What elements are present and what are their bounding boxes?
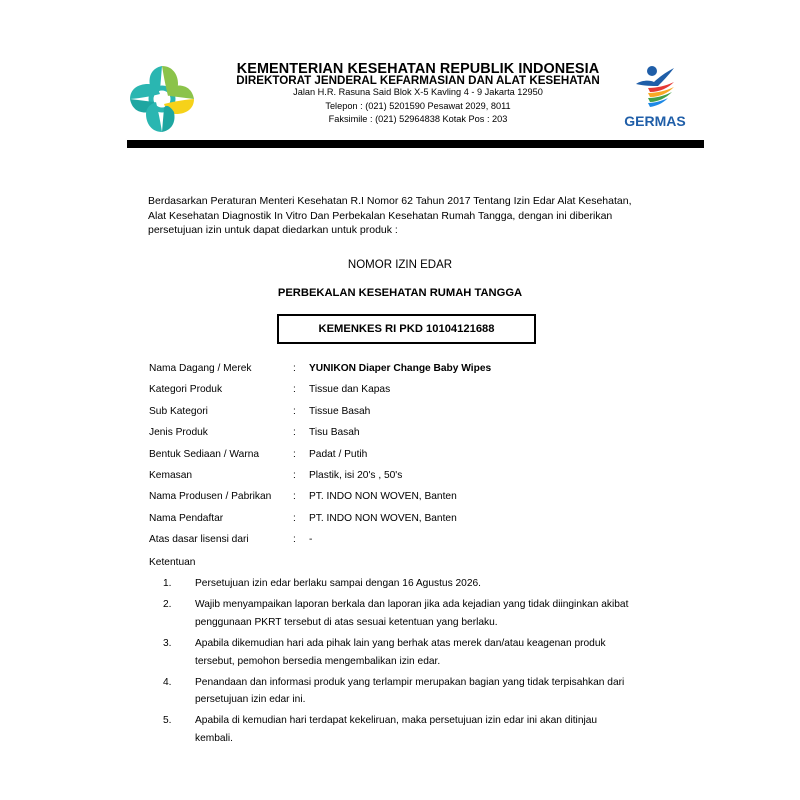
product-spec-table xyxy=(149,363,669,556)
provision-text: penggunaan PKRT tersebut di atas sesuai ketentuan yang berlaku. xyxy=(195,616,498,628)
germas-head xyxy=(647,66,657,76)
provision-number: 4. xyxy=(163,676,172,688)
spec-label: Kategori Produk xyxy=(149,384,223,396)
provisions-list xyxy=(163,575,660,751)
provisions-title: Ketentuan xyxy=(149,557,196,568)
spec-row xyxy=(149,406,669,427)
spec-row xyxy=(149,384,669,405)
ministry-name: KEMENTERIAN KESEHATAN REPUBLIK INDONESIA xyxy=(236,61,600,77)
spec-row xyxy=(149,470,669,491)
provision-item xyxy=(163,712,660,748)
directorate-name: DIREKTORAT JENDERAL KEFARMASIAN DAN ALAT KESEHATAN xyxy=(236,74,600,87)
spec-colon: : xyxy=(293,405,296,417)
spec-colon: : xyxy=(293,491,296,503)
provision-text: Persetujuan izin edar berlaku sampai dengan 16 Agustus 2026. xyxy=(195,578,482,589)
provision-item xyxy=(163,635,660,671)
spec-value: Plastik, isi 20's , 50's xyxy=(309,469,403,481)
provision-item xyxy=(163,596,660,632)
spec-colon: : xyxy=(293,512,296,524)
spec-colon: : xyxy=(293,384,296,396)
provision-number: 1. xyxy=(163,578,172,589)
spec-value: Tissue dan Kapas xyxy=(309,384,391,396)
phone-line: Telepon : (021) 5201590 Pesawat 2029, 8011 xyxy=(325,101,511,111)
address-line: Jalan H.R. Rasuna Said Blok X-5 Kavling 4 - 9 Jakarta 12950 xyxy=(293,87,543,97)
intro-line: persetujuan izin untuk dapat diedarkan untuk produk : xyxy=(148,224,398,236)
spec-colon: : xyxy=(293,448,296,460)
germas-logo-text: GERMAS xyxy=(624,113,686,129)
spec-value: PT. INDO NON WOVEN, Banten xyxy=(309,512,457,524)
spec-colon: : xyxy=(293,427,296,439)
spec-row xyxy=(149,491,669,512)
provision-text: persetujuan izin edar ini. xyxy=(195,694,306,706)
provision-number: 2. xyxy=(163,598,172,610)
provision-text: Wajib menyampaikan laporan berkala dan laporan jika ada kejadian yang tidak diinginkan akibat xyxy=(195,598,629,610)
header-divider xyxy=(127,140,704,148)
provision-item xyxy=(163,674,660,710)
spec-row xyxy=(149,513,669,534)
provision-text: Apabila dikemudian hari ada pihak lain yang berhak atas merek dan/atau keagenan produk xyxy=(195,637,606,649)
provision-text: kembali. xyxy=(195,733,233,745)
provision-text: Penandaan dan informasi produk yang terlampir merupakan bagian yang tidak terpisahkan dari xyxy=(195,676,625,688)
spec-label: Jenis Produk xyxy=(149,427,208,439)
provision-item xyxy=(163,575,660,593)
provision-number: 5. xyxy=(163,715,172,727)
spec-row xyxy=(149,534,669,555)
provision-text: tersebut, pemohon bersedia mengembalikan izin edar. xyxy=(195,655,441,667)
spec-row xyxy=(149,449,669,470)
kemenkes-logo xyxy=(128,64,196,134)
permit-number-box xyxy=(277,314,536,344)
permit-title: NOMOR IZIN EDAR xyxy=(347,259,453,271)
spec-label: Nama Dagang / Merek xyxy=(149,363,252,374)
spec-value: Tisu Basah xyxy=(309,427,360,439)
intro-line: Berdasarkan Peraturan Menteri Kesehatan R.I Nomor 62 Tahun 2017 Tentang Izin Edar Alat Kesehatan, xyxy=(148,195,632,207)
spec-colon: : xyxy=(293,469,296,481)
permit-number: KEMENKES RI PKD 10104121688 xyxy=(318,323,495,335)
spec-row xyxy=(149,427,669,448)
spec-label: Sub Kategori xyxy=(149,405,208,417)
spec-row xyxy=(149,363,669,384)
spec-colon: : xyxy=(293,363,296,374)
spec-label: Bentuk Sediaan / Warna xyxy=(149,448,260,460)
spec-label: Atas dasar lisensi dari xyxy=(149,534,249,546)
spec-value: Tissue Basah xyxy=(309,405,371,417)
spec-value: - xyxy=(309,534,313,546)
spec-value: PT. INDO NON WOVEN, Banten xyxy=(309,491,457,503)
spec-label: Kemasan xyxy=(149,469,193,481)
germas-logo xyxy=(618,64,692,130)
spec-colon: : xyxy=(293,534,296,546)
fax-line: Faksimile : (021) 52964838 Kotak Pos : 203 xyxy=(328,114,508,124)
spec-label: Nama Pendaftar xyxy=(149,512,224,524)
permit-category: PERBEKALAN KESEHATAN RUMAH TANGGA xyxy=(277,287,523,299)
spec-value: YUNIKON Diaper Change Baby Wipes xyxy=(309,363,492,374)
intro-line: Alat Kesehatan Diagnostik In Vitro Dan Perbekalan Kesehatan Rumah Tangga, dengan ini diberikan xyxy=(148,209,613,222)
intro-paragraph xyxy=(148,194,660,238)
spec-label: Nama Produsen / Pabrikan xyxy=(149,491,272,503)
provision-number: 3. xyxy=(163,637,172,649)
provision-text: Apabila di kemudian hari terdapat kekeliruan, maka persetujuan izin edar ini akan ditinjau xyxy=(195,715,598,727)
spec-value: Padat / Putih xyxy=(309,448,368,460)
